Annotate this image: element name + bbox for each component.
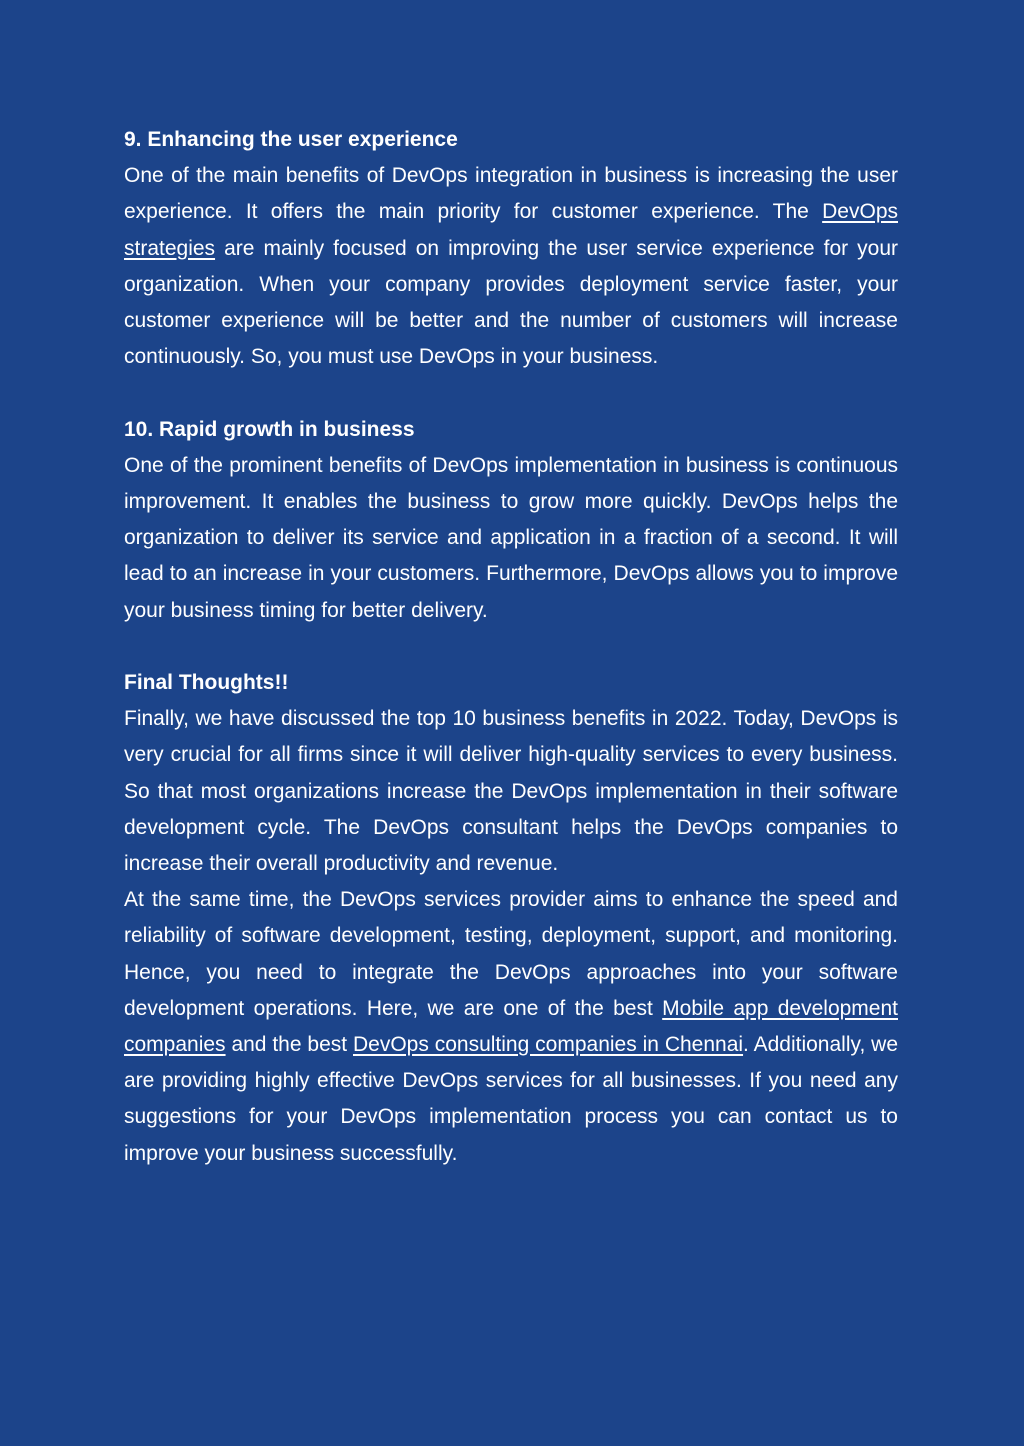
section-rapid-growth [124,412,898,629]
section-paragraph: Finally, we have discussed the top 10 business benefits in 2022. Today, DevOps is very crucial for all firms since it will deliver high-quality services to every business. So that most organizations increase the DevOps implementation in their software development cycle. The DevOps consultant helps the DevOps companies to increase their overall productivity and revenue. [124,707,898,876]
paragraph-text: One of the main benefits of DevOps integration in business is increasing the user experience. It offers the main priority for customer experience. The [124,164,898,224]
devops-strategies-link[interactable]: DevOps strategies [124,200,898,260]
paragraph-text: . Additionally, we are providing highly effective DevOps services for all businesses. If you need any suggestions for your DevOps implementation process you can contact us to improve your business successfully. [124,1033,898,1165]
section-user-experience [124,122,898,375]
section-paragraph: One of the prominent benefits of DevOps implementation in business is continuous improvement. It enables the business to grow more quickly. DevOps helps the organization to deliver its service and application in a fraction of a second. It will lead to an increase in your customers. Furthermore, DevOps allows you to improve your business timing for better delivery. [124,453,898,622]
section-heading: 10. Rapid growth in business [124,417,415,441]
paragraph-text: are mainly focused on improving the user service experience for your organization. When your company provides deployment service faster, your customer experience will be better and the number of customers will increase continuously. So, you must use DevOps in your business. [124,236,898,369]
section-paragraph [124,882,898,1172]
section-final-thoughts [124,665,898,1172]
mobile-app-development-link[interactable]: Mobile app development companies [124,996,898,1057]
devops-consulting-chennai-link[interactable]: DevOps consulting companies in Chennai [353,1033,744,1057]
section-heading: 9. Enhancing the user experience [124,128,458,151]
section-heading: Final Thoughts!! [124,671,289,695]
paragraph-text: At the same time, the DevOps services provider aims to enhance the speed and reliability of software development, testing, deployment, support, and monitoring. Hence, you need to integrate the DevOps approaches into your software development operations. Here, we are one of the best [124,888,898,1020]
paragraph-text: and the best [225,1033,353,1057]
section-spacer [124,629,898,665]
section-spacer [124,375,898,411]
document-page [124,122,898,1172]
section-paragraph [124,158,898,375]
